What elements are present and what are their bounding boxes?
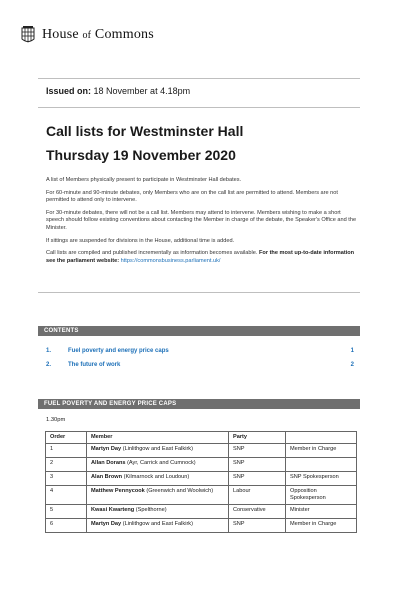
member-name: Alan Brown (91, 474, 123, 480)
intro-paragraph: For 30-minute debates, there will not be a call list. Members may attend to intervene. Members wishing to make a short speech should follow existing conventions about contacting the Member in charge of the debate, the Speaker's Office and the Minister. (46, 209, 357, 231)
toc-page[interactable]: 2 (350, 362, 354, 368)
role-cell: Minister (286, 505, 357, 519)
member-name: Allan Dorans (91, 460, 126, 466)
member-name: Kwasi Kwarteng (91, 507, 135, 513)
toc-page[interactable]: 1 (350, 348, 354, 354)
member-name: Martyn Day (91, 521, 122, 527)
issued-value: 18 November at 4.18pm (93, 86, 191, 96)
member-cell (87, 486, 229, 505)
table-row (46, 458, 357, 472)
intro-text (46, 177, 358, 270)
column-header (286, 432, 357, 444)
column-header: Party (229, 432, 286, 444)
member-constituency: (Ayr, Carrick and Cumnock) (125, 460, 196, 466)
order-cell: 1 (46, 444, 87, 458)
member-cell (87, 472, 229, 486)
table-row (46, 486, 357, 505)
role-cell: Opposition Spokesperson (286, 486, 357, 505)
column-header: Order (46, 432, 87, 444)
member-constituency: (Linlithgow and East Falkirk) (121, 446, 193, 452)
house-of-commons-wordmark: House of Commons (42, 27, 154, 42)
intro-paragraph (46, 250, 358, 265)
party-cell: SNP (229, 472, 286, 486)
member-constituency: (Linlithgow and East Falkirk) (121, 521, 193, 527)
intro-paragraph: If sittings are suspended for divisions in the House, additional time is added. (46, 237, 235, 244)
table-header-row (46, 432, 357, 444)
debate-time: 1.30pm (46, 417, 66, 423)
toc-number: 1. (46, 348, 52, 354)
member-cell (87, 458, 229, 472)
role-cell: SNP Spokesperson (286, 472, 357, 486)
role-cell: Member in Charge (286, 519, 357, 533)
member-name: Martyn Day (91, 446, 122, 452)
member-name: Matthew Pennycook (91, 488, 145, 494)
table-row (46, 519, 357, 533)
page-title: Call lists for Westminster Hall (46, 123, 244, 139)
member-constituency: (Greenwich and Woolwich) (144, 488, 214, 494)
toc-number: 2. (46, 362, 52, 368)
role-cell: Member in Charge (286, 444, 357, 458)
party-cell: SNP (229, 519, 286, 533)
column-header: Member (87, 432, 229, 444)
issued-line (46, 86, 190, 96)
order-cell: 5 (46, 505, 87, 519)
intro-call-list-text: Call lists are compiled and published incrementally as information becomes available. (46, 250, 258, 257)
intro-paragraph: A list of Members physically present to participate in Westminster Hall debates. (46, 177, 242, 183)
order-cell: 4 (46, 486, 87, 505)
role-cell (286, 458, 357, 472)
member-cell (87, 444, 229, 458)
contents-heading: CONTENTS (38, 326, 360, 336)
section-heading: FUEL POVERTY AND ENERGY PRICE CAPS (38, 399, 360, 409)
page-subtitle-date: Thursday 19 November 2020 (46, 147, 236, 163)
order-cell: 6 (46, 519, 87, 533)
party-cell: Labour (229, 486, 286, 505)
party-cell: Conservative (229, 505, 286, 519)
member-cell (87, 519, 229, 533)
order-cell: 2 (46, 458, 87, 472)
issued-box (38, 78, 360, 108)
table-row (46, 444, 357, 458)
toc-title[interactable]: The future of work (68, 362, 121, 368)
call-list-table (45, 431, 357, 533)
member-cell (87, 505, 229, 519)
toc-title[interactable]: Fuel poverty and energy price caps (68, 348, 169, 354)
member-constituency: (Kilmarnock and Loudoun) (122, 474, 190, 480)
party-cell: SNP (229, 458, 286, 472)
parliament-website-link[interactable]: https://commonsbusiness.parliament.uk/ (120, 257, 221, 264)
table-row (46, 472, 357, 486)
house-of-commons-logo (20, 25, 154, 45)
portcullis-icon (20, 25, 36, 45)
table-row (46, 505, 357, 519)
intro-paragraph: For 60-minute and 90-minute debates, only Members who are on the call list are permitted to attend. Members are not permitted to attend only to intervene. (46, 189, 338, 204)
member-constituency: (Spelthorne) (134, 507, 167, 513)
order-cell: 3 (46, 472, 87, 486)
divider (38, 292, 360, 293)
party-cell: SNP (229, 444, 286, 458)
issued-label: Issued on: (46, 86, 92, 96)
intro-website-prompt: For the most up-to-date information see the parliament website: (46, 250, 355, 264)
